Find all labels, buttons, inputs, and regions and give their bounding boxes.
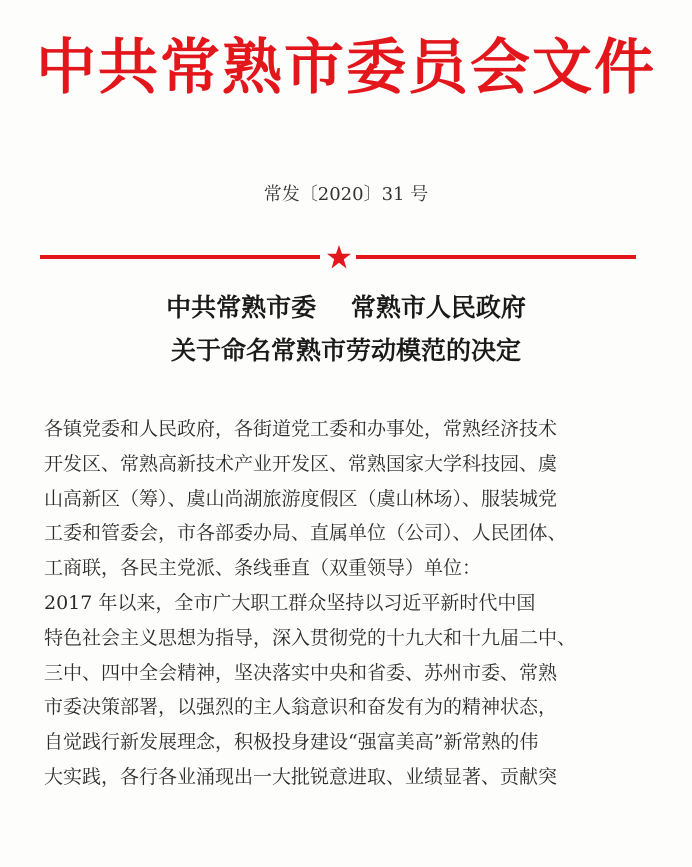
body-line: 自觉践行新发展理念，积极投身建设“强富美高”新常熟的伟 xyxy=(44,731,539,754)
red-star-icon xyxy=(326,244,352,270)
body-line: 工商联，各民主党派、条线垂直（双重领导）单位： xyxy=(44,557,482,580)
body-line: 2017 年以来，全市广大职工群众坚持以习近平新时代中国 xyxy=(44,591,536,614)
body-line: 各镇党委和人民政府，各街道党工委和办事处，常熟经济技术 xyxy=(44,418,558,440)
document-body xyxy=(44,412,644,795)
document-number: 常发〔2020〕31 号 xyxy=(263,184,429,205)
body-line: 三中、四中全会精神，坚决落实中央和省委、苏州市委、常熟 xyxy=(44,661,558,684)
body-line: 开发区、常熟高新技术产业开发区、常熟国家大学科技园、虞 xyxy=(44,452,558,475)
body-line: 工委和管委会，市各部委办局、直属单位（公司）、人民团体、 xyxy=(44,522,567,545)
body-line: 市委决策部署，以强烈的主人翁意识和奋发有为的精神状态， xyxy=(44,696,558,719)
body-line: 大实践，各行各业涌现出一大批锐意进取、业绩显著、贡献突 xyxy=(44,765,558,788)
red-rule-left xyxy=(40,255,320,259)
red-rule-right xyxy=(356,255,636,259)
masthead: 中共常熟市委员会文件 xyxy=(36,33,656,103)
document-title-line1: 中共常熟市委 常熟市人民政府 xyxy=(166,293,526,322)
body-line: 特色社会主义思想为指导，深入贯彻党的十九大和十九届二中、 xyxy=(44,626,577,649)
document-title-line2: 关于命名常熟市劳动模范的决定 xyxy=(170,336,521,365)
body-line: 山高新区（筹）、虞山尚湖旅游度假区（虞山林场）、服装城党 xyxy=(44,487,558,510)
